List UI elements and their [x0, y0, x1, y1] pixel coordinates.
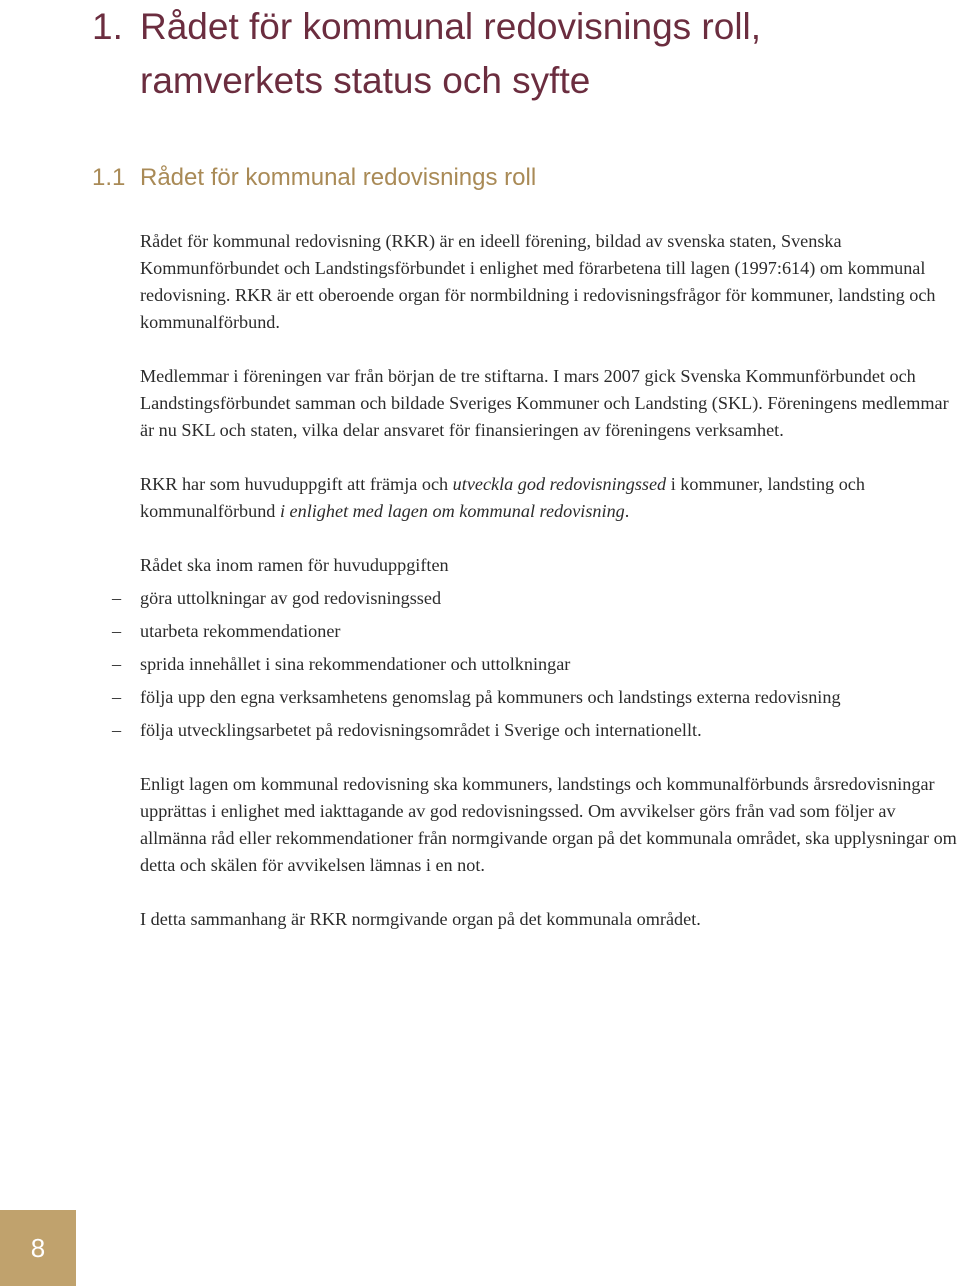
dash-bullet: – — [112, 720, 122, 740]
list-item-text: göra uttolkningar av god redovisningssed — [140, 588, 442, 608]
page-number: 8 — [30, 1232, 46, 1263]
dash-bullet: – — [112, 687, 122, 707]
list-item — [64, 618, 958, 645]
list-item-text: följa utvecklingsarbetet på redovisningsområdet i Sverige och internationellt. — [140, 720, 702, 740]
paragraph-normative: I detta sammanhang är RKR normgivande organ på det kommunala området. — [140, 909, 701, 929]
paragraph-main-task-italic2: i enlighet med lagen om kommunal redovisning — [279, 501, 625, 521]
paragraph-rkr-intro: Rådet för kommunal redovisning (RKR) är en ideell förening, bildad av svenska staten, Svenska Kommunförbundet och Landstingsförbundet i enlighet med förarbetena till lagen (1997:614) om kommunal redovisning. RKR är ett oberoende organ för normbildning i redovisningsfrågor för kommuner, landsting och kommunalförbund. — [140, 231, 936, 332]
dash-bullet: – — [112, 654, 122, 674]
list-intro: Rådet ska inom ramen för huvuduppgiften — [140, 555, 449, 575]
section-title — [92, 158, 536, 198]
list-item — [64, 585, 958, 612]
paragraph-main-task — [140, 471, 958, 525]
page-number-box — [0, 1210, 76, 1286]
dash-bullet: – — [112, 621, 122, 641]
paragraph-main-task-part3: . — [624, 501, 630, 521]
paragraph-main-task-italic1: utveckla god redovisningssed — [452, 474, 667, 494]
section-number: 1.1 — [92, 164, 126, 191]
list-item — [64, 651, 958, 678]
list-item-text: utarbeta rekommendationer — [140, 621, 341, 641]
chapter-number: 1. — [92, 6, 123, 47]
list-item-text: följa upp den egna verksamhetens genomslag på kommuners och landstings externa redovisning — [140, 687, 841, 707]
paragraph-main-task-part2: i kommuner, landsting och kommunalförbund — [140, 474, 865, 521]
paragraph-main-task-part1: RKR har som huvuduppgift att främja och — [140, 474, 453, 494]
list-item — [64, 717, 958, 744]
list-item-text: sprida innehållet i sina rekommendationer och uttolkningar — [140, 654, 571, 674]
dash-bullet: – — [112, 588, 122, 608]
chapter-title — [92, 0, 952, 108]
chapter-title-line1: Rådet för kommunal redovisnings roll, — [140, 6, 762, 47]
task-list — [64, 585, 958, 744]
paragraph-members: Medlemmar i föreningen var från början de tre stiftarna. I mars 2007 gick Svenska Kommunförbundet och Landstingsförbundet samman och bildade Sveriges Kommuner och Landsting (SKL). Föreningens medlemmar är nu SKL och staten, vilka delar ansvaret för finansieringen av föreningens verksamhet. — [140, 366, 949, 440]
body-text — [112, 228, 958, 960]
list-item — [64, 684, 958, 711]
section-title-text: Rådet för kommunal redovisnings roll — [140, 164, 537, 191]
chapter-title-line2: ramverkets status och syfte — [140, 60, 591, 101]
paragraph-law: Enligt lagen om kommunal redovisning ska kommuners, landstings och kommunalförbunds årsredovisningar upprättas i enlighet med iakttagande av god redovisningssed. Om avvikelser görs från vad som följer av allmänna råd eller rekommendationer från normgivande organ på det kommunala området, ska upplysningar om detta och skälen för avvikelsen lämnas i en not. — [140, 774, 957, 875]
